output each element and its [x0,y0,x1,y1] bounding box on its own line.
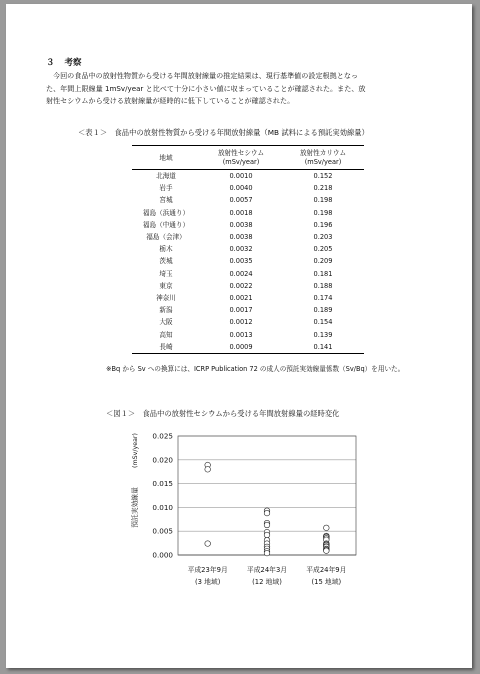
table-row [132,231,364,243]
x-category-sublabel: (3 地域) [194,578,221,586]
region-cell: 神奈川 [156,294,176,303]
table-row [132,292,364,304]
potassium-cell: 0.209 [313,257,333,266]
section-heading [46,56,82,68]
cesium-cell: 0.0018 [229,208,253,217]
region-cell: 長崎 [132,341,200,354]
potassium-cell: 0.181 [313,269,333,278]
potassium-cell: 0.198 [313,196,333,205]
x-category-sublabel: (15 地域) [311,578,342,586]
y-tick-label: 0.020 [152,455,173,465]
x-category-sublabel: (12 地域) [252,578,282,586]
table-row [132,255,364,267]
cesium-cell: 0.0024 [229,269,253,278]
region-cell: 大阪 [159,318,173,327]
potassium-cell: 0.196 [313,220,333,229]
discussion-paragraph [46,70,438,108]
figure-caption: ＜図１＞ 食品中の放射性セシウムから受ける年間放射線量の経時変化 [106,409,340,418]
region-cell: 福島（浜通り） [142,208,190,217]
header-cesium-unit: (mSv/year) [222,158,260,166]
y-axis-label: 預託実効線量 [131,487,139,528]
table-note: ※Bq から Sv への換算には、ICRP Publication 72 の成人の預託実効線量係数（Sv/Bq）を用いた。 [106,365,405,373]
section-title: 考察 [64,58,82,68]
table-row [132,341,364,354]
region-cell: 北海道 [156,172,176,180]
region-cell: 福島（会津） [146,233,186,242]
potassium-cell: 0.218 [313,184,333,193]
region-cell: 東京 [159,281,173,290]
potassium-cell: 0.203 [313,233,333,242]
data-point [324,525,330,531]
header-potassium [282,146,364,170]
region-cell: 埼玉 [159,269,173,278]
header-cesium-name: 放射性セシウム [217,149,265,157]
data-point [324,548,330,554]
region-cell: 茨城 [159,257,173,266]
table-row [132,304,364,316]
table-row [132,194,364,206]
region-cell: 高知 [159,330,173,339]
region-cell: 岩手 [159,184,173,193]
cesium-cell: 0.0038 [229,233,253,242]
data-point [264,550,270,556]
table-row [132,170,364,183]
cesium-cell: 0.0010 [229,172,253,180]
cesium-cell: 0.0040 [229,184,253,193]
y-tick-label: 0.005 [152,526,173,536]
y-tick-label: 0.000 [152,550,173,560]
potassium-cell: 0.154 [313,318,333,327]
table-row [132,182,364,194]
document-page [6,4,472,668]
y-tick-label: 0.015 [152,479,173,489]
table-row [132,316,364,328]
y-tick-label: 0.010 [152,502,173,512]
region-cell: 福島（中通り） [142,220,190,229]
section-number: ３ [46,58,55,68]
cesium-cell: 0.0021 [229,294,253,303]
header-potassium-unit: (mSv/year) [304,158,342,166]
dose-table [132,145,364,354]
y-tick-label: 0.025 [152,431,173,441]
header-cesium [200,146,282,170]
x-category-label: 平成24年3月 [246,566,288,574]
table-row [132,329,364,341]
data-point [205,541,211,547]
table-row [132,219,364,231]
potassium-cell: 0.152 [313,172,333,180]
potassium-cell: 0.189 [313,306,333,315]
paragraph-line: た、年間上限線量 1mSv/year と比べて十分に小さい値に収まっていることが確認された。また、放 [46,83,366,93]
x-category-label: 平成24年9月 [306,566,347,574]
table-row [132,207,364,219]
cesium-cell: 0.0012 [229,318,253,327]
region-cell: 宮城 [159,196,173,205]
table-row [132,243,364,255]
paragraph-line: 今回の食品中の放射性物質から受ける年間放射線量の推定結果は、現行基準値の設定根拠となっ [53,71,359,80]
potassium-cell: 0.198 [313,208,333,217]
cesium-cell: 0.0035 [229,257,253,266]
dose-scatter-chart [124,426,364,602]
data-point [264,522,270,528]
table-caption: ＜表１＞ 食品中の放射性物質から受ける年間放射線量（MB 試料による預託実効線量） [78,128,369,137]
cesium-cell: 0.0057 [229,196,253,205]
cesium-cell: 0.0013 [229,330,253,339]
cesium-cell: 0.0038 [229,220,253,229]
table-body [132,170,364,354]
potassium-cell: 0.188 [313,281,333,290]
data-point [264,510,270,516]
potassium-cell: 0.174 [313,294,333,303]
paragraph-line: 射性セシウムから受ける放射線量が経時的に低下していることが確認された。 [46,96,295,105]
x-category-label: 平成23年9月 [187,566,228,574]
cesium-cell: 0.0032 [229,245,253,254]
data-point [264,532,270,538]
cesium-cell: 0.0022 [229,281,253,290]
potassium-cell: 0.139 [313,330,333,339]
table-row [132,268,364,280]
potassium-cell: 0.205 [313,245,333,254]
header-region: 地域 [132,146,200,170]
data-point [205,467,211,473]
y-axis-unit: (mSv/year) [132,433,139,468]
table-header-row [132,146,364,170]
cesium-cell: 0.0009 [200,341,282,354]
region-cell: 新潟 [159,306,173,315]
potassium-cell: 0.141 [282,341,364,354]
cesium-cell: 0.0017 [229,306,253,315]
header-potassium-name: 放射性カリウム [299,149,347,157]
region-cell: 栃木 [159,245,173,254]
table-row [132,280,364,292]
